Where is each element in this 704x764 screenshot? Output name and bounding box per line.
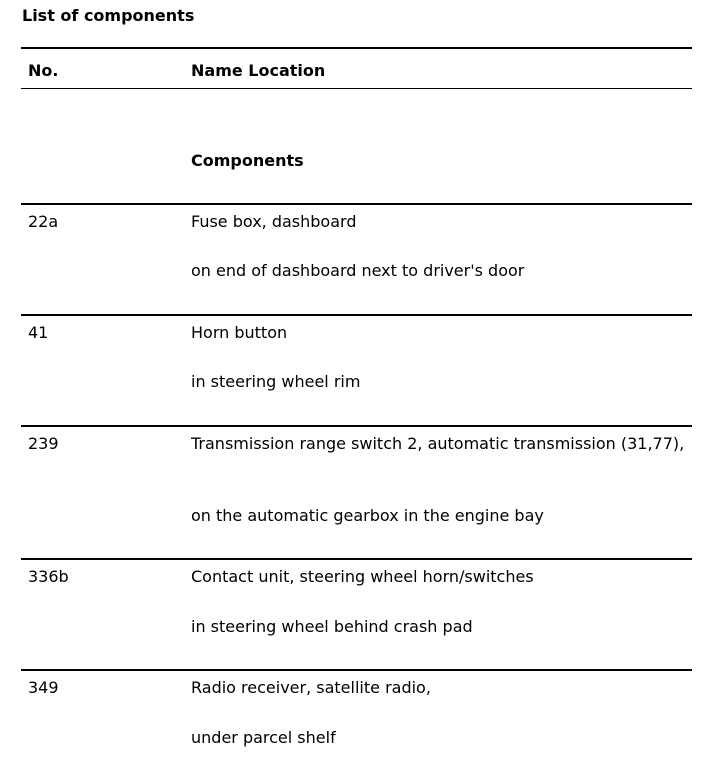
component-name: Radio receiver, satellite radio, [191, 678, 431, 697]
header-bottom-rule [21, 88, 692, 89]
component-number: 41 [28, 323, 49, 342]
table-row [0, 426, 704, 559]
component-location: under parcel shelf [191, 728, 336, 747]
table-row [0, 670, 704, 764]
component-location: on the automatic gearbox in the engine bay [191, 506, 544, 525]
component-location: on end of dashboard next to driver's door [191, 261, 525, 280]
component-location: in steering wheel behind crash pad [191, 617, 473, 636]
table-row [0, 315, 704, 425]
component-number: 22a [28, 212, 59, 231]
component-number: 239 [28, 434, 59, 453]
page-title: List of components [22, 6, 195, 25]
component-location: in steering wheel rim [191, 372, 361, 391]
component-name: Transmission range switch 2, automatic transmission (31,77), [191, 434, 685, 453]
component-number: 336b [28, 567, 69, 586]
column-header-no: No. [28, 61, 59, 80]
component-number: 349 [28, 678, 59, 697]
component-name: Horn button [191, 323, 288, 342]
table-row [0, 559, 704, 669]
column-header-name-location: Name Location [191, 61, 326, 80]
table-row [0, 204, 704, 314]
component-name: Contact unit, steering wheel horn/switches [191, 567, 534, 586]
component-name: Fuse box, dashboard [191, 212, 357, 231]
table-top-rule [21, 47, 692, 49]
section-heading: Components [191, 151, 304, 170]
